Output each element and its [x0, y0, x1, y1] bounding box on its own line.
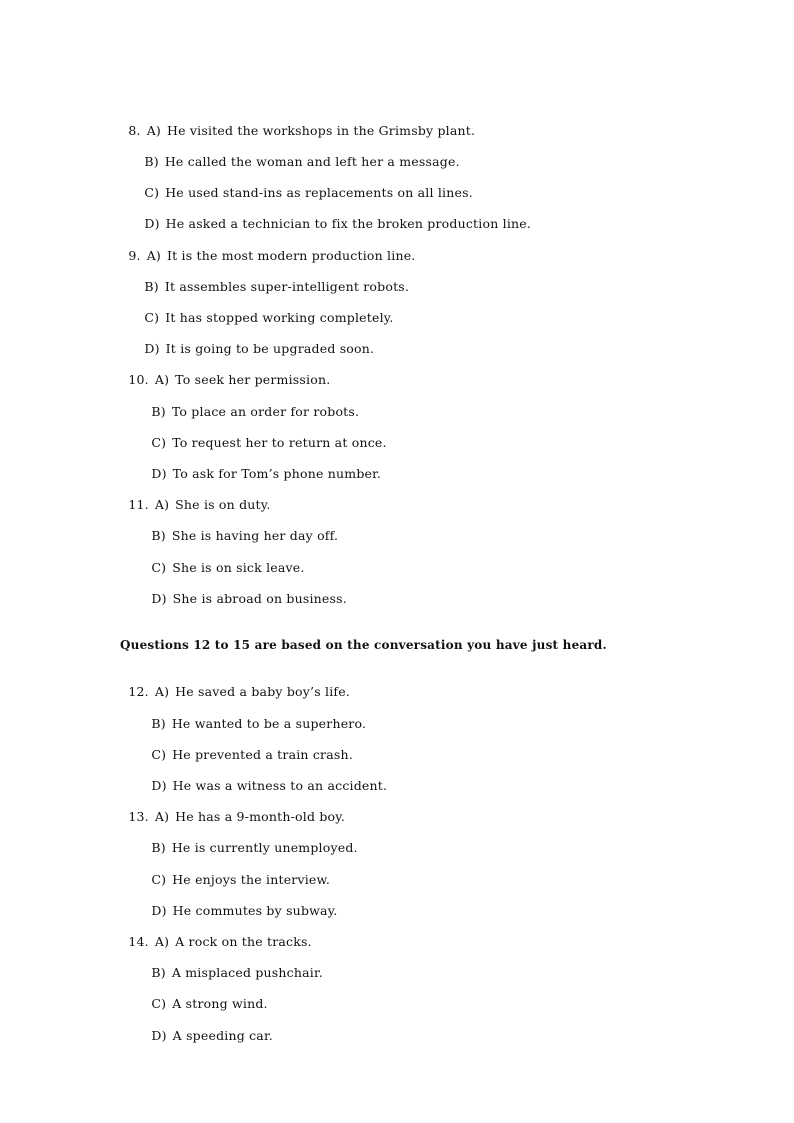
option-text: A speeding car.	[172, 1028, 273, 1043]
question-number: 11.	[128, 497, 149, 512]
option-letter: C)	[144, 310, 160, 325]
option-text: He prevented a train crash.	[172, 747, 353, 762]
option-letter: A)	[154, 684, 170, 699]
option-text: A rock on the tracks.	[175, 934, 312, 949]
option-text: She is having her day off.	[171, 528, 339, 543]
option-letter: A)	[146, 248, 161, 263]
option-text: He was a witness to an accident.	[172, 778, 388, 793]
option-text: He saved a baby boy’s life.	[175, 684, 350, 699]
question-10-option-a	[120, 356, 330, 388]
option-text: A misplaced pushchair.	[171, 965, 323, 980]
option-text: He wanted to be a superhero.	[171, 716, 367, 731]
question-12-option-d	[143, 762, 387, 794]
question-9-option-d	[136, 325, 374, 357]
option-letter: B)	[151, 528, 166, 543]
question-10-option-c	[143, 419, 387, 451]
section-heading: Questions 12 to 15 are based on the conversation you have just heard.	[120, 638, 607, 652]
option-letter: D)	[144, 216, 160, 231]
option-text: To place an order for robots.	[171, 404, 360, 419]
option-letter: B)	[144, 279, 159, 294]
question-number: 12.	[128, 684, 149, 699]
option-letter: C)	[151, 560, 167, 575]
question-12-option-b	[143, 700, 366, 732]
question-11-option-d	[143, 575, 347, 607]
option-letter: C)	[151, 747, 167, 762]
question-12-option-c	[143, 731, 353, 763]
question-10-option-d	[143, 450, 381, 482]
option-text: He has a 9-month-old boy.	[175, 809, 346, 824]
question-14-option-c	[143, 980, 268, 1012]
question-12-option-a	[120, 668, 350, 700]
question-9-option-c	[136, 294, 394, 326]
question-14-option-d	[143, 1012, 273, 1044]
question-9-option-b	[136, 263, 409, 295]
option-letter: D)	[151, 1028, 167, 1043]
option-letter: B)	[151, 404, 166, 419]
option-text: He used stand-ins as replacements on all lines.	[165, 185, 473, 200]
question-number: 10.	[128, 372, 149, 387]
option-letter: C)	[151, 872, 167, 887]
option-letter: C)	[151, 435, 167, 450]
option-letter: D)	[151, 778, 167, 793]
option-letter: B)	[151, 716, 166, 731]
question-number: 9.	[128, 248, 141, 263]
option-text: It assembles super-intelligent robots.	[164, 279, 410, 294]
option-text: He visited the workshops in the Grimsby plant.	[167, 123, 476, 138]
question-13-option-d	[143, 887, 337, 919]
question-8-option-b	[136, 138, 460, 170]
option-letter: B)	[144, 154, 159, 169]
option-letter: A)	[154, 497, 170, 512]
question-8-option-a	[120, 107, 475, 139]
question-11-option-c	[143, 544, 305, 576]
option-letter: A)	[146, 123, 161, 138]
option-letter: A)	[154, 809, 170, 824]
question-number: 13.	[128, 809, 149, 824]
option-text: To seek her permission.	[175, 372, 331, 387]
option-text: He asked a technician to fix the broken production line.	[165, 216, 532, 231]
option-text: He is currently unemployed.	[171, 840, 358, 855]
question-13-option-b	[143, 824, 358, 856]
question-14-option-a	[120, 918, 312, 950]
option-text: To ask for Tom’s phone number.	[172, 466, 382, 481]
option-text: A strong wind.	[172, 996, 268, 1011]
option-letter: C)	[151, 996, 167, 1011]
option-letter: D)	[151, 466, 167, 481]
question-8-option-c	[136, 169, 473, 201]
option-text: She is on duty.	[175, 497, 271, 512]
option-text: To request her to return at once.	[172, 435, 387, 450]
option-letter: B)	[151, 965, 166, 980]
option-text: It has stopped working completely.	[165, 310, 394, 325]
question-11-option-a	[120, 481, 271, 513]
option-letter: B)	[151, 840, 166, 855]
question-number: 14.	[128, 934, 149, 949]
option-letter: D)	[144, 341, 160, 356]
option-text: He enjoys the interview.	[172, 872, 331, 887]
question-9-option-a	[120, 232, 415, 264]
option-text: It is the most modern production line.	[167, 248, 416, 263]
question-number: 8.	[128, 123, 141, 138]
question-13-option-a	[120, 793, 345, 825]
option-letter: C)	[144, 185, 160, 200]
option-text: He called the woman and left her a message.	[164, 154, 460, 169]
option-text: She is on sick leave.	[172, 560, 305, 575]
question-10-option-b	[143, 388, 359, 420]
option-letter: A)	[154, 372, 170, 387]
question-11-option-b	[143, 512, 338, 544]
option-text: He commutes by subway.	[172, 903, 338, 918]
question-14-option-b	[143, 949, 323, 981]
option-letter: D)	[151, 591, 167, 606]
option-text: She is abroad on business.	[172, 591, 347, 606]
option-letter: D)	[151, 903, 167, 918]
question-8-option-d	[136, 200, 531, 232]
option-letter: A)	[154, 934, 170, 949]
option-text: It is going to be upgraded soon.	[165, 341, 375, 356]
question-13-option-c	[143, 856, 330, 888]
